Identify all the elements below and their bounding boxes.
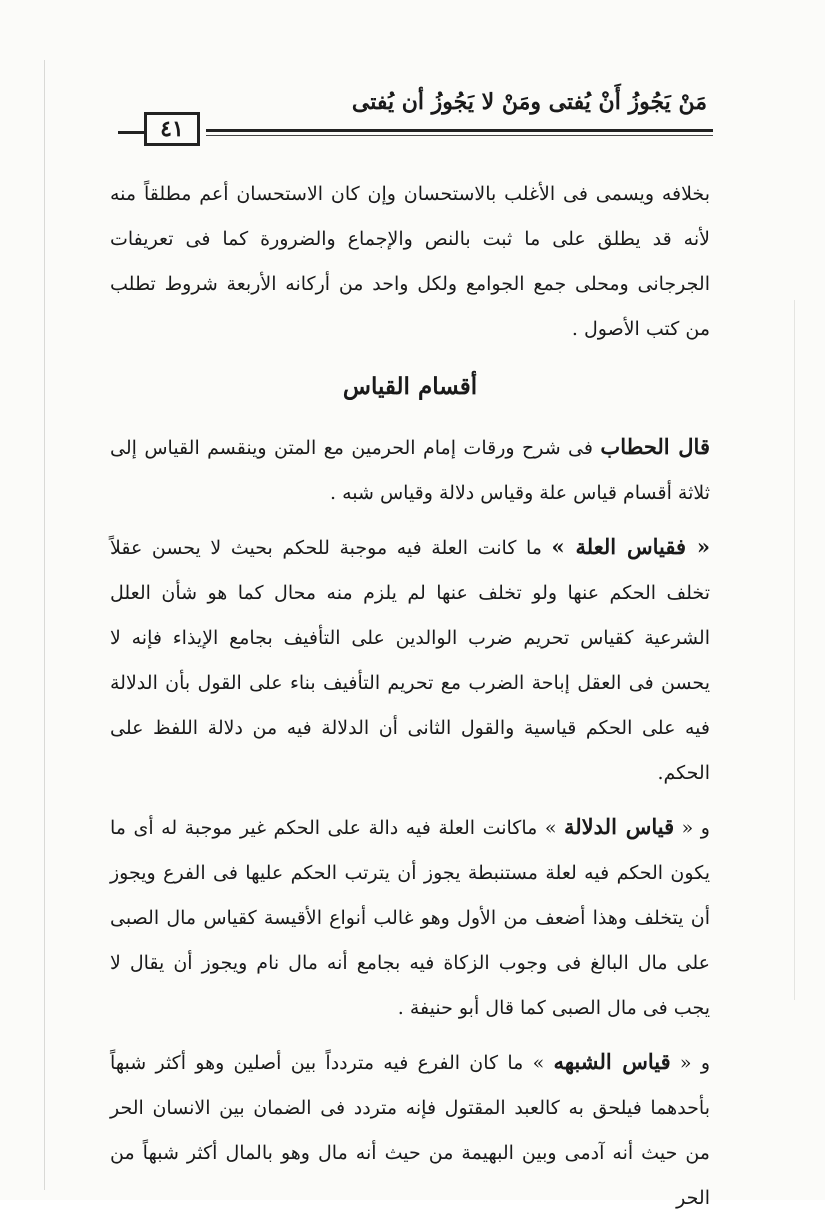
page-number: ٤١ bbox=[144, 112, 200, 146]
paragraph-qiyas-dalala-suffix: » bbox=[544, 817, 565, 839]
paragraph-qiyas-dalala bbox=[110, 804, 710, 1031]
scan-edge-right bbox=[794, 300, 795, 1000]
header-rule-thin bbox=[206, 135, 713, 136]
paragraph-qiyas-shabah-prefix: و « bbox=[670, 1052, 710, 1074]
paragraph-qiyas-illa-lead: « فقياس العلة » bbox=[551, 534, 710, 559]
header-rule-thick bbox=[206, 129, 713, 132]
paragraph-qiyas-shabah-text: ما كان الفرع فيه متردداً بين أصلين وهو أكثر شبهاً بأحدهما فيلحق به كالعبد المقتول فإنه متردد فى الضمان بين الانسان الحر من حيث أنه آدمى وبين البهيمة من حيث أنه مال وهو بالمال أكثر شبهاً من الحر bbox=[110, 1052, 710, 1209]
paragraph-hattab-text: فى شرح ورقات إمام الحرمين مع المتن وينقسم القياس إلى ثلاثة أقسام قياس علة وقياس دلالة وقياس شبه . bbox=[110, 437, 710, 504]
header-rule-stub bbox=[118, 131, 144, 134]
paragraph-qiyas-dalala-text: ماكانت العلة فيه دالة على الحكم غير موجبة له أى ما يكون الحكم فيه لعلة مستنبطة يجوز أن يترتب الحكم عليها فى الفرع ويجوز أن يتخلف وهذا أضعف من الأول وهو غالب أنواع الأقيسة كقياس مال الصبى على مال البالغ فى وجوب الزكاة فيه بجامع أنه مال نام ويجوز أن يقال لا يجب فى مال الصبى كما قال أبو حنيفة . bbox=[110, 817, 710, 1019]
paragraph-qiyas-shabah-lead: قياس الشبهه bbox=[553, 1049, 671, 1074]
paragraph-hattab-lead: قال الحطاب bbox=[600, 434, 710, 459]
running-header-title: مَنْ يَجُوزُ أَنْ يُفتى ومَنْ لا يَجُوزُ أن يُفتى bbox=[351, 89, 707, 115]
page-body bbox=[110, 172, 710, 1221]
paragraph-qiyas-dalala-prefix: و « bbox=[674, 817, 710, 839]
section-heading: أقسام القياس bbox=[342, 373, 478, 400]
paragraph-hattab bbox=[110, 424, 710, 516]
intro-paragraph: بخلافه ويسمى فى الأغلب بالاستحسان وإن كان الاستحسان أعم مطلقاً منه لأنه قد يطلق على ما ثبت بالنص والإجماع والضرورة كما فى تعريفات الجرجانى ومحلى جمع الجوامع ولكل واحد من أركانه الأربعة شروط تطلب من كتب الأصول . bbox=[110, 183, 710, 340]
paragraph-qiyas-shabah-suffix: » bbox=[532, 1052, 554, 1074]
paragraph-qiyas-illa bbox=[110, 524, 710, 796]
paragraph-qiyas-illa-text: ما كانت العلة فيه موجبة للحكم بحيث لا يحسن عقلاً تخلف الحكم عنها ولو تخلف عنها لم يلزم منه محال كما هو شأن العلل الشرعية كقياس تحريم ضرب الوالدين على التأفيف بجامع الإيذاء فإنه لا يحسن فى العقل إباحة الضرب مع تحريم التأفيف بناء على القول بأن الدلالة فيه على الحكم قياسية والقول الثانى أن الدلالة فيه من دلالة اللفظ على الحكم. bbox=[110, 537, 710, 784]
paragraph-qiyas-shabah bbox=[110, 1039, 710, 1221]
scan-edge-left bbox=[44, 60, 45, 1190]
paragraph-qiyas-dalala-lead: قياس الدلالة bbox=[564, 814, 675, 839]
